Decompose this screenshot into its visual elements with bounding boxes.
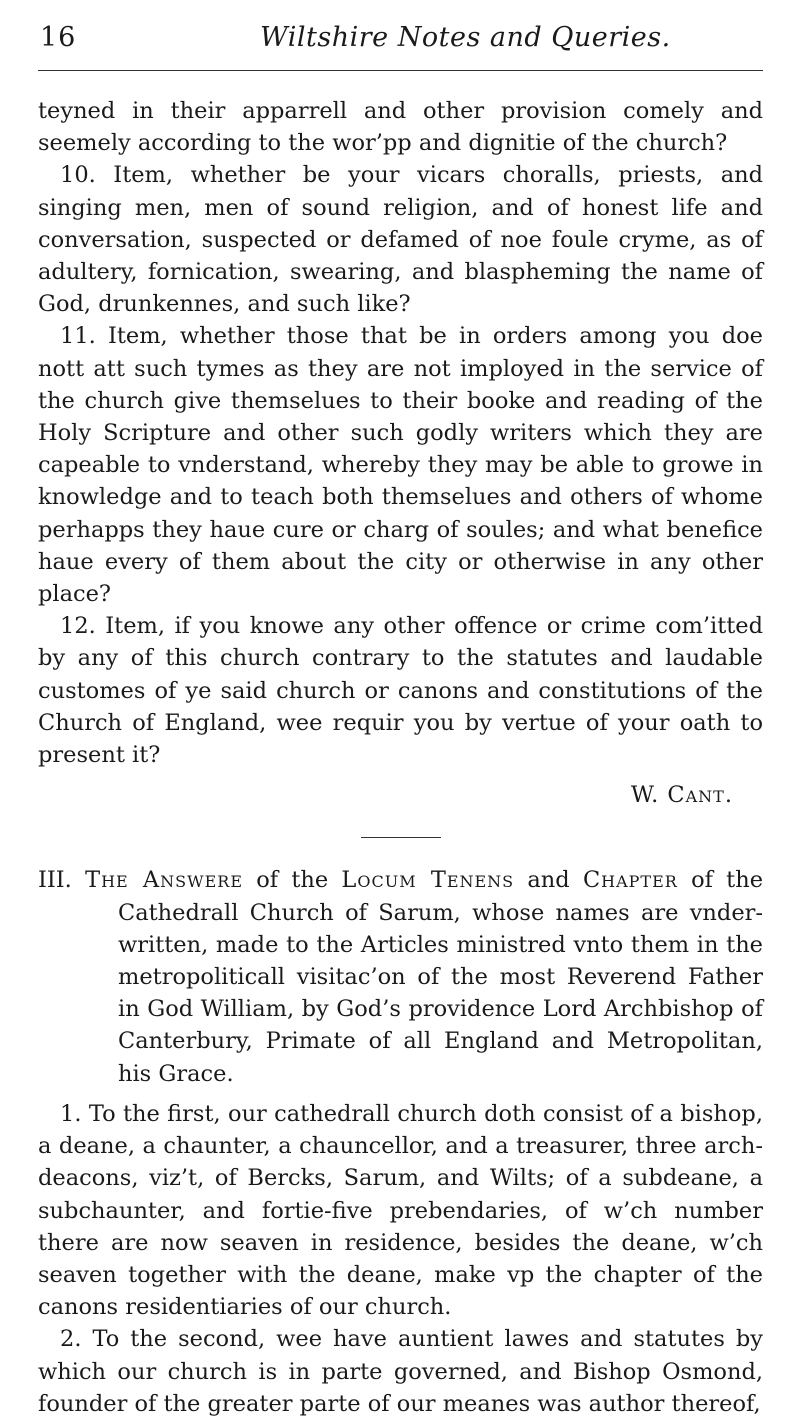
main-text [38, 95, 763, 1420]
section-heading [38, 864, 763, 1089]
page-number: 16 [40, 22, 77, 53]
paragraph-continued: teyned in their apparrell and other provision comely and seemely according to the wor’pp and dignitie of the church? [38, 98, 763, 157]
paragraph-item-10: 10. Item, whether be your vicars choralls, priests, and singing men, men of sound religion, and of honest life and conversation, suspected or defamed of noe foule cryme, as of adultery, fornication, swearing, and blaspheming the name of God, drunkennes, and such like? [38, 162, 763, 318]
paragraph-item-11: 11. Item, whether those that be in orders among you doe nott att such tymes as they are not imployed in the service of the church give themselues to their booke and reading of the Holy Scripture and other such godly writers which they are capeable to vnderstand, whereby they may be able to growe in knowledge and to teach both themselues and others of whome perhapps they haue cure or charg of soules; and what benefice haue every of them about the city or otherwise in any other place? [38, 323, 763, 608]
heading-locum-tenens: Locum Tenens [341, 867, 515, 894]
heading-of-the: of the [256, 867, 329, 894]
paragraph-item-12: 12. Item, if you knowe any other offence or crime com’itted by any of this church contrary to the statutes and laudable customes of ye said church or canons and constitutions of the Church of England, wee requir you by vertue of your oath to present it? [38, 613, 763, 769]
header-divider [38, 70, 763, 71]
heading-rest: of the Cathedrall Church of Sarum, whose names are vnder-written, made to the Articles ministred vnto them in the metropoliticall visitac’on of the most Reverend Father in God William, by God’s providence Lord Archbishop of Canterbury, Primate of all England and Metropolitan, his Grace. [118, 867, 764, 1087]
heading-and: and [527, 867, 570, 894]
heading-chapter: Chapter [582, 867, 678, 894]
page-header [30, 18, 770, 62]
running-title: Wiltshire Notes and Queries. [260, 22, 671, 53]
answer-2: 2. To the second, wee have auntient lawes and statutes by which our church is in parte governed, and Bishop Osmond, founder of the greater parte of our meanes was author thereof, [38, 1326, 763, 1417]
answer-1: 1. To the first, our cathedrall church doth consist of a bishop, a deane, a chaunter, a chauncellor, and a treasurer, three arch-deacons, viz’t, of Bercks, Sarum, and Wilts; of a subdeane, a subchaunter, and fortie-five prebendaries, of w’ch number there are now seaven in residence, besides the deane, w’ch seaven together with the deane, make vp the chapter of the canons residentiaries of our church. [38, 1100, 763, 1321]
heading-answere: The Answere [85, 867, 243, 894]
section-divider [361, 837, 441, 838]
section-number: III. [38, 867, 72, 894]
signature: W. Cant. [630, 782, 733, 809]
